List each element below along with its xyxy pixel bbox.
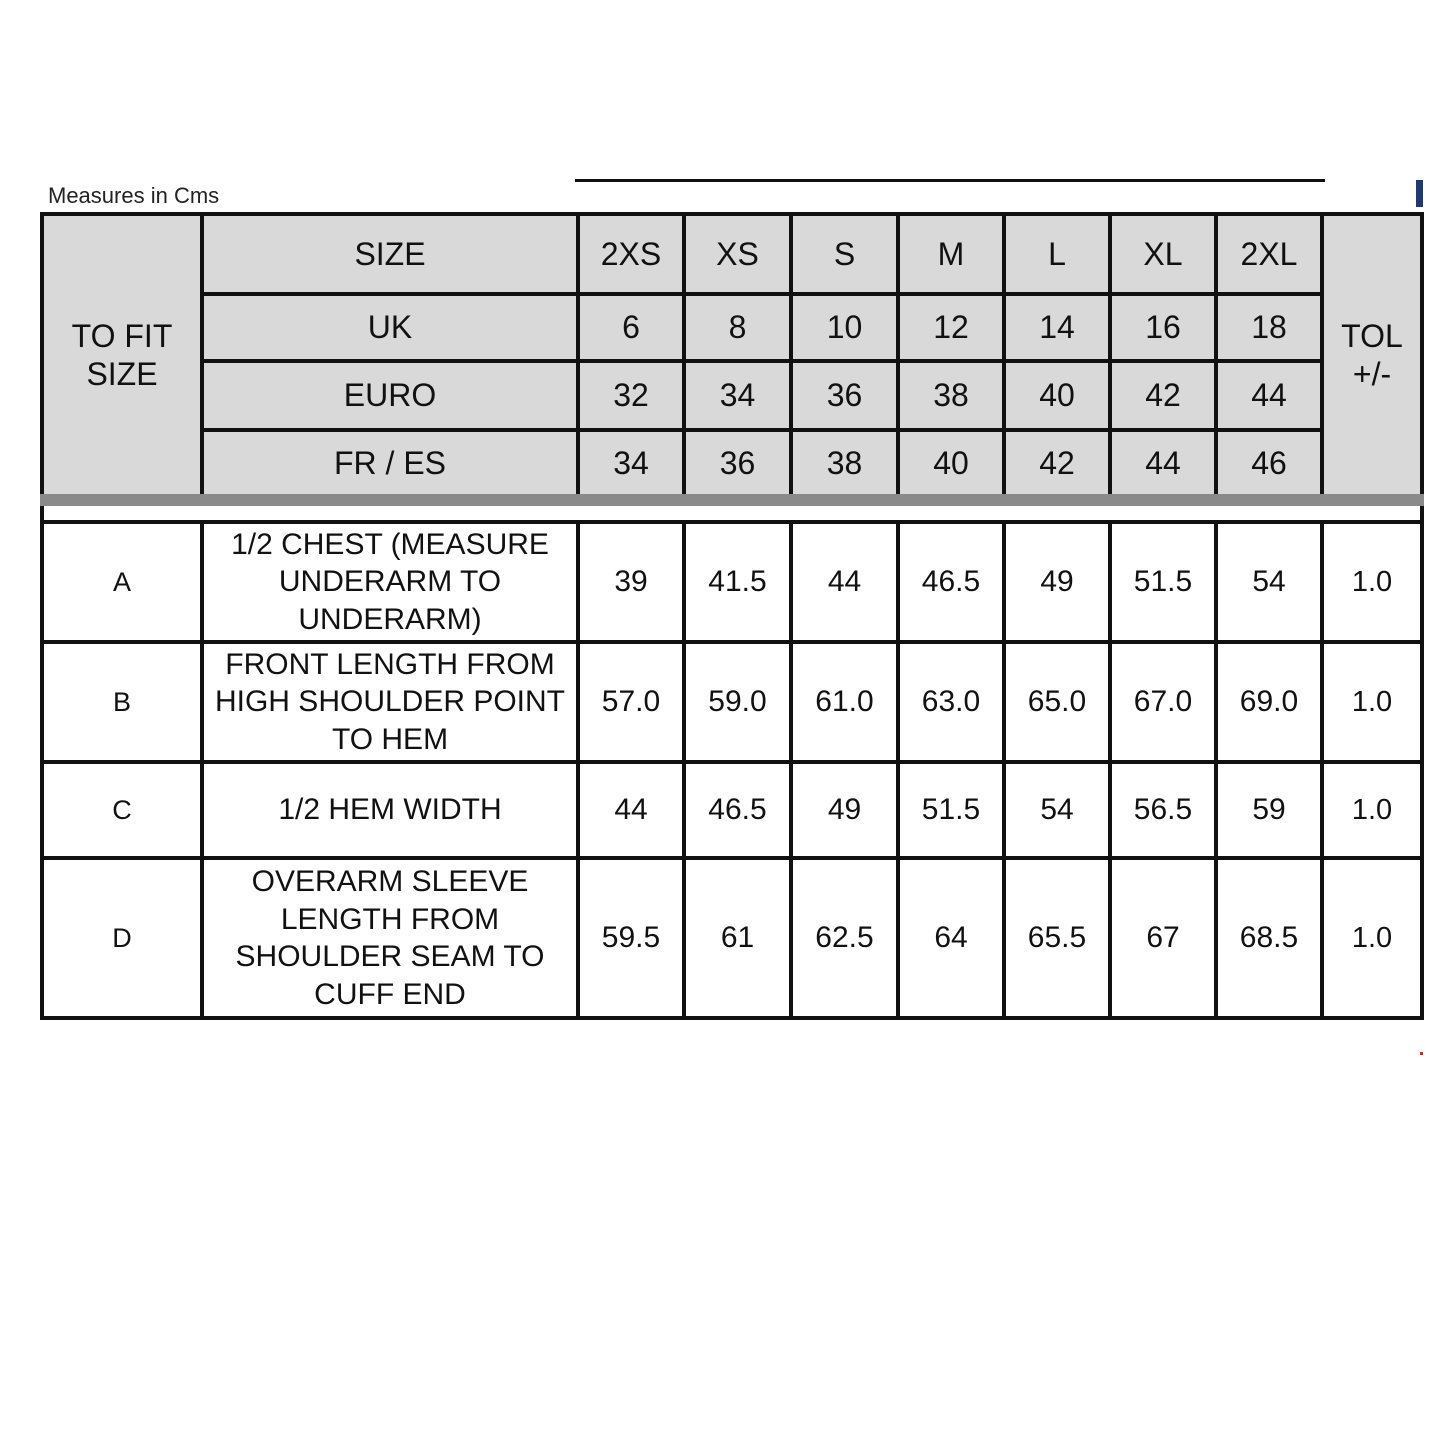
measurement-value: 49 bbox=[1004, 522, 1110, 642]
measurement-value: 68.5 bbox=[1216, 858, 1322, 1018]
size-chart-table bbox=[40, 212, 1424, 1020]
measurement-value: 56.5 bbox=[1110, 762, 1216, 858]
header-cell: 36 bbox=[684, 430, 791, 500]
measurement-value: 51.5 bbox=[898, 762, 1004, 858]
edge-mark bbox=[1416, 180, 1423, 207]
header-cell: 10 bbox=[791, 294, 898, 361]
measurement-value: 46.5 bbox=[684, 762, 791, 858]
units-caption: Measures in Cms bbox=[48, 183, 220, 208]
measurement-value: 61.0 bbox=[791, 642, 898, 762]
header-row-size bbox=[42, 214, 1422, 294]
measurement-value: 64 bbox=[898, 858, 1004, 1018]
header-cell: 32 bbox=[578, 361, 684, 430]
header-cell: 8 bbox=[684, 294, 791, 361]
header-cell: 40 bbox=[898, 430, 1004, 500]
measurement-code: A bbox=[42, 522, 202, 642]
header-cell: 36 bbox=[791, 361, 898, 430]
table-row bbox=[42, 522, 1422, 642]
header-label: EURO bbox=[202, 361, 578, 430]
measurement-tolerance: 1.0 bbox=[1322, 762, 1422, 858]
measurement-value: 41.5 bbox=[684, 522, 791, 642]
header-cell: 34 bbox=[578, 430, 684, 500]
measurement-value: 39 bbox=[578, 522, 684, 642]
header-cell: 44 bbox=[1216, 361, 1322, 430]
measurement-value: 65.5 bbox=[1004, 858, 1110, 1018]
measurement-value: 44 bbox=[578, 762, 684, 858]
measurement-value: 59.0 bbox=[684, 642, 791, 762]
measurement-code: B bbox=[42, 642, 202, 762]
header-cell: 34 bbox=[684, 361, 791, 430]
top-rule bbox=[575, 179, 1325, 182]
header-cell: 38 bbox=[791, 430, 898, 500]
table-row bbox=[42, 642, 1422, 762]
measurement-value: 61 bbox=[684, 858, 791, 1018]
measurement-code: D bbox=[42, 858, 202, 1018]
measurement-value: 69.0 bbox=[1216, 642, 1322, 762]
header-cell: XL bbox=[1110, 214, 1216, 294]
separator-row bbox=[42, 500, 1422, 522]
measurement-tolerance: 1.0 bbox=[1322, 642, 1422, 762]
header-cell: 42 bbox=[1004, 430, 1110, 500]
table-row bbox=[42, 762, 1422, 858]
tolerance-label: TOL +/- bbox=[1322, 214, 1422, 500]
header-cell: 2XS bbox=[578, 214, 684, 294]
to-fit-size-label: TO FIT SIZE bbox=[42, 214, 202, 500]
measurement-value: 54 bbox=[1216, 522, 1322, 642]
header-cell: 16 bbox=[1110, 294, 1216, 361]
separator-band bbox=[42, 500, 1422, 522]
measurement-code: C bbox=[42, 762, 202, 858]
measurement-value: 62.5 bbox=[791, 858, 898, 1018]
header-cell: 42 bbox=[1110, 361, 1216, 430]
measurement-value: 67.0 bbox=[1110, 642, 1216, 762]
measurement-value: 46.5 bbox=[898, 522, 1004, 642]
header-cell: M bbox=[898, 214, 1004, 294]
header-cell: 44 bbox=[1110, 430, 1216, 500]
header-cell: L bbox=[1004, 214, 1110, 294]
header-label: SIZE bbox=[202, 214, 578, 294]
header-label: UK bbox=[202, 294, 578, 361]
measurement-tolerance: 1.0 bbox=[1322, 858, 1422, 1018]
header-row-uk bbox=[42, 294, 1422, 361]
table-row bbox=[42, 858, 1422, 1018]
measurement-value: 51.5 bbox=[1110, 522, 1216, 642]
header-row-fr-es bbox=[42, 430, 1422, 500]
measurement-value: 49 bbox=[791, 762, 898, 858]
header-cell: 18 bbox=[1216, 294, 1322, 361]
measurement-value: 59 bbox=[1216, 762, 1322, 858]
measurement-value: 44 bbox=[791, 522, 898, 642]
measurement-description: FRONT LENGTH FROM HIGH SHOULDER POINT TO HEM bbox=[202, 642, 578, 762]
measurement-description: 1/2 CHEST (MEASURE UNDERARM TO UNDERARM) bbox=[202, 522, 578, 642]
header-cell: 38 bbox=[898, 361, 1004, 430]
measurement-description: 1/2 HEM WIDTH bbox=[202, 762, 578, 858]
measurement-value: 67 bbox=[1110, 858, 1216, 1018]
header-cell: XS bbox=[684, 214, 791, 294]
dot-mark bbox=[1420, 1052, 1423, 1055]
measurement-value: 59.5 bbox=[578, 858, 684, 1018]
measurement-tolerance: 1.0 bbox=[1322, 522, 1422, 642]
measurement-description: OVERARM SLEEVE LENGTH FROM SHOULDER SEAM TO CUFF END bbox=[202, 858, 578, 1018]
header-cell: 14 bbox=[1004, 294, 1110, 361]
header-cell: 12 bbox=[898, 294, 1004, 361]
header-cell: 46 bbox=[1216, 430, 1322, 500]
measurement-value: 65.0 bbox=[1004, 642, 1110, 762]
header-cell: 40 bbox=[1004, 361, 1110, 430]
header-row-euro bbox=[42, 361, 1422, 430]
header-cell: 2XL bbox=[1216, 214, 1322, 294]
measurement-value: 54 bbox=[1004, 762, 1110, 858]
measurement-value: 57.0 bbox=[578, 642, 684, 762]
measurement-value: 63.0 bbox=[898, 642, 1004, 762]
header-cell: S bbox=[791, 214, 898, 294]
header-cell: 6 bbox=[578, 294, 684, 361]
header-label: FR / ES bbox=[202, 430, 578, 500]
